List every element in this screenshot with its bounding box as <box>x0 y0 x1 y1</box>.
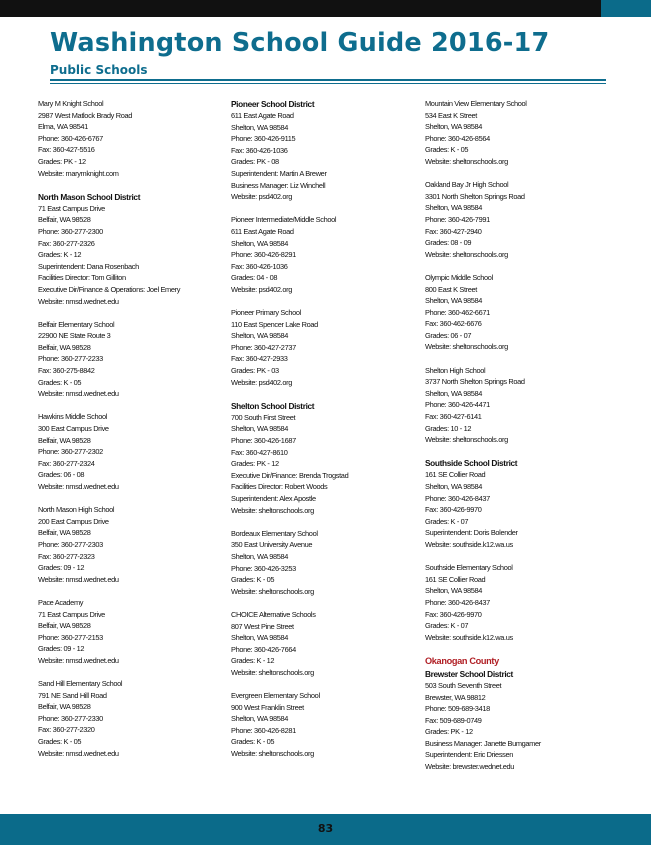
entry-detail-line: 3301 North Shelton Springs Road <box>425 191 525 201</box>
school-entry <box>231 528 416 598</box>
school-name: Pioneer Intermediate/Middle School <box>231 215 337 225</box>
entry-detail-line: Grades: 06 - 07 <box>425 330 472 340</box>
entry-detail-line: Fax: 509-689-0749 <box>425 715 482 725</box>
entry-detail-line: Phone: 360-426-7664 <box>231 644 296 654</box>
entry-detail-line: Phone: 360-426-9115 <box>231 134 296 144</box>
school-name: Pioneer Primary School <box>231 308 301 318</box>
school-name: CHOICE Alternative Schools <box>231 609 316 619</box>
entry-detail-line: Shelton, WA 98584 <box>425 388 483 398</box>
entry-detail-line: Belfair, WA 98528 <box>38 435 91 445</box>
entry-detail-line: Grades: 09 - 12 <box>38 563 85 573</box>
entry-detail-line: 807 West Pine Street <box>231 621 294 631</box>
entry-detail-line: Fax: 360-427-2940 <box>425 226 482 236</box>
entry-detail-line: Grades: K - 07 <box>425 516 469 526</box>
entry-detail-line: Grades: K - 05 <box>425 145 469 155</box>
school-name: North Mason High School <box>38 505 115 515</box>
entry-detail-line: Website: nmsd.wednet.edu <box>38 482 119 491</box>
entry-detail-line: Fax: 360-427-6141 <box>425 412 482 422</box>
entry-detail-line: 611 East Agate Road <box>231 226 294 236</box>
entry-detail-line: Grades: K - 05 <box>38 377 82 387</box>
entry-detail-line: 503 South Seventh Street <box>425 680 502 690</box>
entry-detail-line: Belfair, WA 98528 <box>38 215 91 225</box>
entry-detail-line: Grades: PK - 03 <box>231 366 279 376</box>
entry-detail-line: Shelton, WA 98584 <box>231 238 289 248</box>
district-entry <box>38 191 223 307</box>
entry-detail-line: Brewster, WA 98812 <box>425 692 486 702</box>
entry-detail-line: Fax: 360-275-8842 <box>38 366 95 376</box>
entry-detail-line: Phone: 360-426-8291 <box>231 250 296 260</box>
entry-detail-line: 71 East Campus Drive <box>38 609 105 619</box>
entry-detail-line: Website: psd402.org <box>231 284 293 294</box>
entry-detail-line: Fax: 360-277-2320 <box>38 725 95 735</box>
school-entry <box>38 411 223 492</box>
entry-detail-line: Grades: PK - 12 <box>425 727 473 737</box>
directory-column-3 <box>425 98 610 784</box>
entry-detail-line: Shelton, WA 98584 <box>425 586 483 596</box>
school-entry <box>38 678 223 759</box>
school-name: Evergreen Elementary School <box>231 691 320 701</box>
school-name: Mary M Knight School <box>38 99 104 108</box>
entry-detail-line: Shelton, WA 98584 <box>425 482 483 491</box>
entry-detail-line: Grades: PK - 12 <box>231 459 279 469</box>
school-name: Mountain View Elementary School <box>425 99 527 108</box>
entry-detail-line: Grades: K - 05 <box>231 737 275 747</box>
district-name: Shelton School District <box>231 400 315 411</box>
school-entry <box>231 307 416 388</box>
entry-detail-line: Shelton, WA 98584 <box>231 633 289 643</box>
entry-detail-line: Belfair, WA 98528 <box>38 621 91 631</box>
top-corner-accent <box>601 0 651 17</box>
entry-detail-line: Website: psd402.org <box>231 377 293 387</box>
school-name: Hawkins Middle School <box>38 412 108 422</box>
entry-detail-line: Belfair, WA 98528 <box>38 342 91 352</box>
entry-detail-line: 300 East Campus Drive <box>38 424 109 434</box>
entry-detail-line: 900 West Franklin Street <box>231 702 304 712</box>
entry-detail-line: 110 East Spencer Lake Road <box>231 319 318 329</box>
school-name: Oakland Bay Jr High School <box>425 180 509 190</box>
entry-detail-line: Website: nmsd.wednet.edu <box>38 389 119 399</box>
entry-detail-line: Fax: 360-277-2326 <box>38 238 95 248</box>
entry-detail-line: Grades: PK - 08 <box>231 157 279 167</box>
entry-detail-line: 700 South First Street <box>231 412 296 422</box>
school-entry <box>38 597 223 667</box>
entry-detail-line: Website: nmsd.wednet.edu <box>38 574 119 584</box>
district-entry <box>425 457 610 550</box>
school-entry <box>38 504 223 585</box>
entry-detail-line: Phone: 360-277-2300 <box>38 226 103 236</box>
district-entry <box>231 400 416 516</box>
entry-detail-line: Phone: 360-426-8281 <box>231 725 296 735</box>
entry-detail-line: Fax: 360-427-5516 <box>38 145 95 155</box>
entry-detail-line: Grades: K - 05 <box>38 737 82 747</box>
school-entry <box>231 214 416 295</box>
entry-detail-line: Fax: 360-277-2323 <box>38 551 95 561</box>
entry-detail-line: Shelton, WA 98584 <box>231 331 289 341</box>
entry-detail-line: Superintendent: Doris Bolender <box>425 528 518 538</box>
header-rule-thin <box>50 83 606 84</box>
entry-detail-line: Elma, WA 98541 <box>38 122 88 132</box>
entry-detail-line: Phone: 360-426-8437 <box>425 597 490 607</box>
district-entry <box>425 655 610 773</box>
entry-detail-line: Grades: 08 - 09 <box>425 238 472 248</box>
entry-detail-line: 2987 West Matlock Brady Road <box>38 110 132 120</box>
entry-detail-line: Phone: 360-426-7991 <box>425 214 490 224</box>
entry-detail-line: 200 East Campus Drive <box>38 516 109 526</box>
entry-detail-line: Grades: 10 - 12 <box>425 423 472 433</box>
entry-detail-line: Phone: 360-427-2737 <box>231 342 296 352</box>
entry-detail-line: 22900 NE State Route 3 <box>38 331 111 341</box>
entry-detail-line: Grades: K - 12 <box>38 250 82 260</box>
entry-detail-line: Grades: 06 - 08 <box>38 470 85 480</box>
county-heading: Okanogan County <box>425 655 499 666</box>
school-name: Bordeaux Elementary School <box>231 528 318 538</box>
school-entry <box>425 562 610 643</box>
entry-detail-line: Phone: 360-426-4471 <box>425 400 490 410</box>
directory-column-2 <box>231 98 416 771</box>
directory-column-1 <box>38 98 223 771</box>
school-entry <box>231 609 416 679</box>
entry-detail-line: Fax: 360-426-9970 <box>425 609 482 619</box>
entry-detail-line: Belfair, WA 98528 <box>38 528 91 538</box>
entry-detail-line: Business Manager: Liz Winchell <box>231 180 326 190</box>
entry-detail-line: Grades: K - 05 <box>231 575 275 585</box>
entry-detail-line: Superintendent: Martin A Brewer <box>231 168 327 178</box>
entry-detail-line: Grades: K - 12 <box>231 656 275 666</box>
entry-detail-line: 161 SE Collier Road <box>425 574 486 584</box>
school-entry <box>425 365 610 446</box>
entry-detail-line: 350 East University Avenue <box>231 540 313 550</box>
entry-detail-line: Phone: 360-426-6767 <box>38 133 103 143</box>
entry-detail-line: Phone: 360-277-2330 <box>38 713 103 723</box>
entry-detail-line: Website: sheltonschools.org <box>425 249 508 259</box>
entry-detail-line: Fax: 360-426-9970 <box>425 505 482 515</box>
district-name: North Mason School District <box>38 191 141 202</box>
entry-detail-line: Shelton, WA 98584 <box>231 424 289 434</box>
entry-detail-line: 71 East Campus Drive <box>38 203 105 213</box>
school-name: Shelton High School <box>425 365 486 375</box>
entry-detail-line: Website: sheltonschools.org <box>425 435 508 445</box>
entry-detail-line: Phone: 360-277-2303 <box>38 539 103 549</box>
entry-detail-line: Website: psd402.org <box>231 192 293 202</box>
entry-detail-line: Website: sheltonschools.org <box>231 749 314 759</box>
entry-detail-line: Fax: 360-277-2324 <box>38 458 95 468</box>
entry-detail-line: Belfair, WA 98528 <box>38 702 91 712</box>
entry-detail-line: Facilities Director: Tom Gilliton <box>38 273 126 283</box>
entry-detail-line: Website: marymknight.com <box>38 168 119 178</box>
entry-detail-line: Superintendent: Dana Rosenbach <box>38 261 139 271</box>
entry-detail-line: Phone: 360-426-1687 <box>231 436 296 446</box>
school-name: Pace Academy <box>38 597 84 607</box>
entry-detail-line: 161 SE Collier Road <box>425 470 486 480</box>
entry-detail-line: 611 East Agate Road <box>231 111 294 120</box>
entry-detail-line: Phone: 360-277-2233 <box>38 354 103 364</box>
entry-detail-line: Fax: 360-426-1036 <box>231 261 288 271</box>
school-entry <box>425 98 610 168</box>
entry-detail-line: Phone: 509-689-3418 <box>425 704 490 714</box>
entry-detail-line: Phone: 360-426-8564 <box>425 133 490 143</box>
entry-detail-line: Shelton, WA 98584 <box>425 122 483 132</box>
page-number: 83 <box>317 822 334 835</box>
entry-detail-line: Shelton, WA 98584 <box>425 296 483 306</box>
entry-detail-line: Grades: 04 - 08 <box>231 273 278 283</box>
entry-detail-line: Grades: K - 07 <box>425 621 469 631</box>
district-name: Southside School District <box>425 458 518 469</box>
entry-detail-line: Website: sheltonschools.org <box>425 342 508 352</box>
entry-detail-line: Fax: 360-426-1036 <box>231 145 288 155</box>
school-name: Olympic Middle School <box>425 272 493 282</box>
entry-detail-line: Website: nmsd.wednet.edu <box>38 296 119 306</box>
page-subtitle: Public Schools <box>50 63 148 77</box>
entry-detail-line: 800 East K Street <box>425 284 477 294</box>
entry-detail-line: Phone: 360-277-2153 <box>38 632 103 642</box>
school-entry <box>38 98 223 179</box>
entry-detail-line: Website: nmsd.wednet.edu <box>38 655 119 665</box>
entry-detail-line: Website: sheltonschools.org <box>425 156 508 166</box>
district-name: Pioneer School District <box>231 99 315 109</box>
entry-detail-line: Shelton, WA 98584 <box>231 122 289 132</box>
entry-detail-line: Shelton, WA 98584 <box>231 714 289 724</box>
entry-detail-line: 534 East K Street <box>425 110 477 120</box>
entry-detail-line: Executive Dir/Finance & Operations: Joel Emery <box>38 284 181 294</box>
school-name: Sand Hill Elementary School <box>38 679 123 689</box>
district-name: Brewster School District <box>425 668 513 679</box>
entry-detail-line: Phone: 360-426-3253 <box>231 563 296 573</box>
entry-detail-line: Grades: 09 - 12 <box>38 644 85 654</box>
entry-detail-line: Phone: 360-462-6671 <box>425 307 490 317</box>
entry-detail-line: Executive Dir/Finance: Brenda Trogstad <box>231 470 349 480</box>
district-entry <box>231 98 416 203</box>
entry-detail-line: Website: sheltonschools.org <box>231 586 314 596</box>
entry-detail-line: Business Manager: Janette Bumgamer <box>425 738 541 748</box>
entry-detail-line: Shelton, WA 98584 <box>425 203 483 213</box>
entry-detail-line: 791 NE Sand Hill Road <box>38 690 107 700</box>
entry-detail-line: Shelton, WA 98584 <box>231 551 289 561</box>
entry-detail-line: Phone: 360-277-2302 <box>38 447 103 457</box>
school-entry <box>38 319 223 400</box>
entry-detail-line: Superintendent: Eric Driessen <box>425 750 514 760</box>
school-entry <box>425 272 610 353</box>
entry-detail-line: Fax: 360-427-2933 <box>231 354 288 364</box>
school-name: Southside Elementary School <box>425 563 513 573</box>
entry-detail-line: Website: nmsd.wednet.edu <box>38 748 119 758</box>
entry-detail-line: Website: brewster.wednet.edu <box>425 762 515 772</box>
entry-detail-line: Phone: 360-426-8437 <box>425 493 490 503</box>
page-title: Washington School Guide 2016-17 <box>50 28 550 58</box>
school-entry <box>425 179 610 260</box>
entry-detail-line: Website: southside.k12.wa.us <box>425 539 513 549</box>
entry-detail-line: Fax: 360-427-8610 <box>231 447 288 457</box>
entry-detail-line: Facilities Director: Robert Woods <box>231 482 328 492</box>
entry-detail-line: Superintendent: Alex Apostle <box>231 494 316 503</box>
entry-detail-line: 3737 North Shelton Springs Road <box>425 377 525 387</box>
entry-detail-line: Grades: PK - 12 <box>38 156 86 166</box>
school-entry <box>231 690 416 760</box>
entry-detail-line: Website: southside.k12.wa.us <box>425 632 513 642</box>
entry-detail-line: Website: sheltonschools.org <box>231 667 314 677</box>
header-rule-thick <box>50 79 606 81</box>
top-black-bar <box>0 0 651 17</box>
entry-detail-line: Fax: 360-462-6676 <box>425 319 482 329</box>
school-name: Belfair Elementary School <box>38 319 115 329</box>
entry-detail-line: Website: sheltonschools.org <box>231 505 314 515</box>
